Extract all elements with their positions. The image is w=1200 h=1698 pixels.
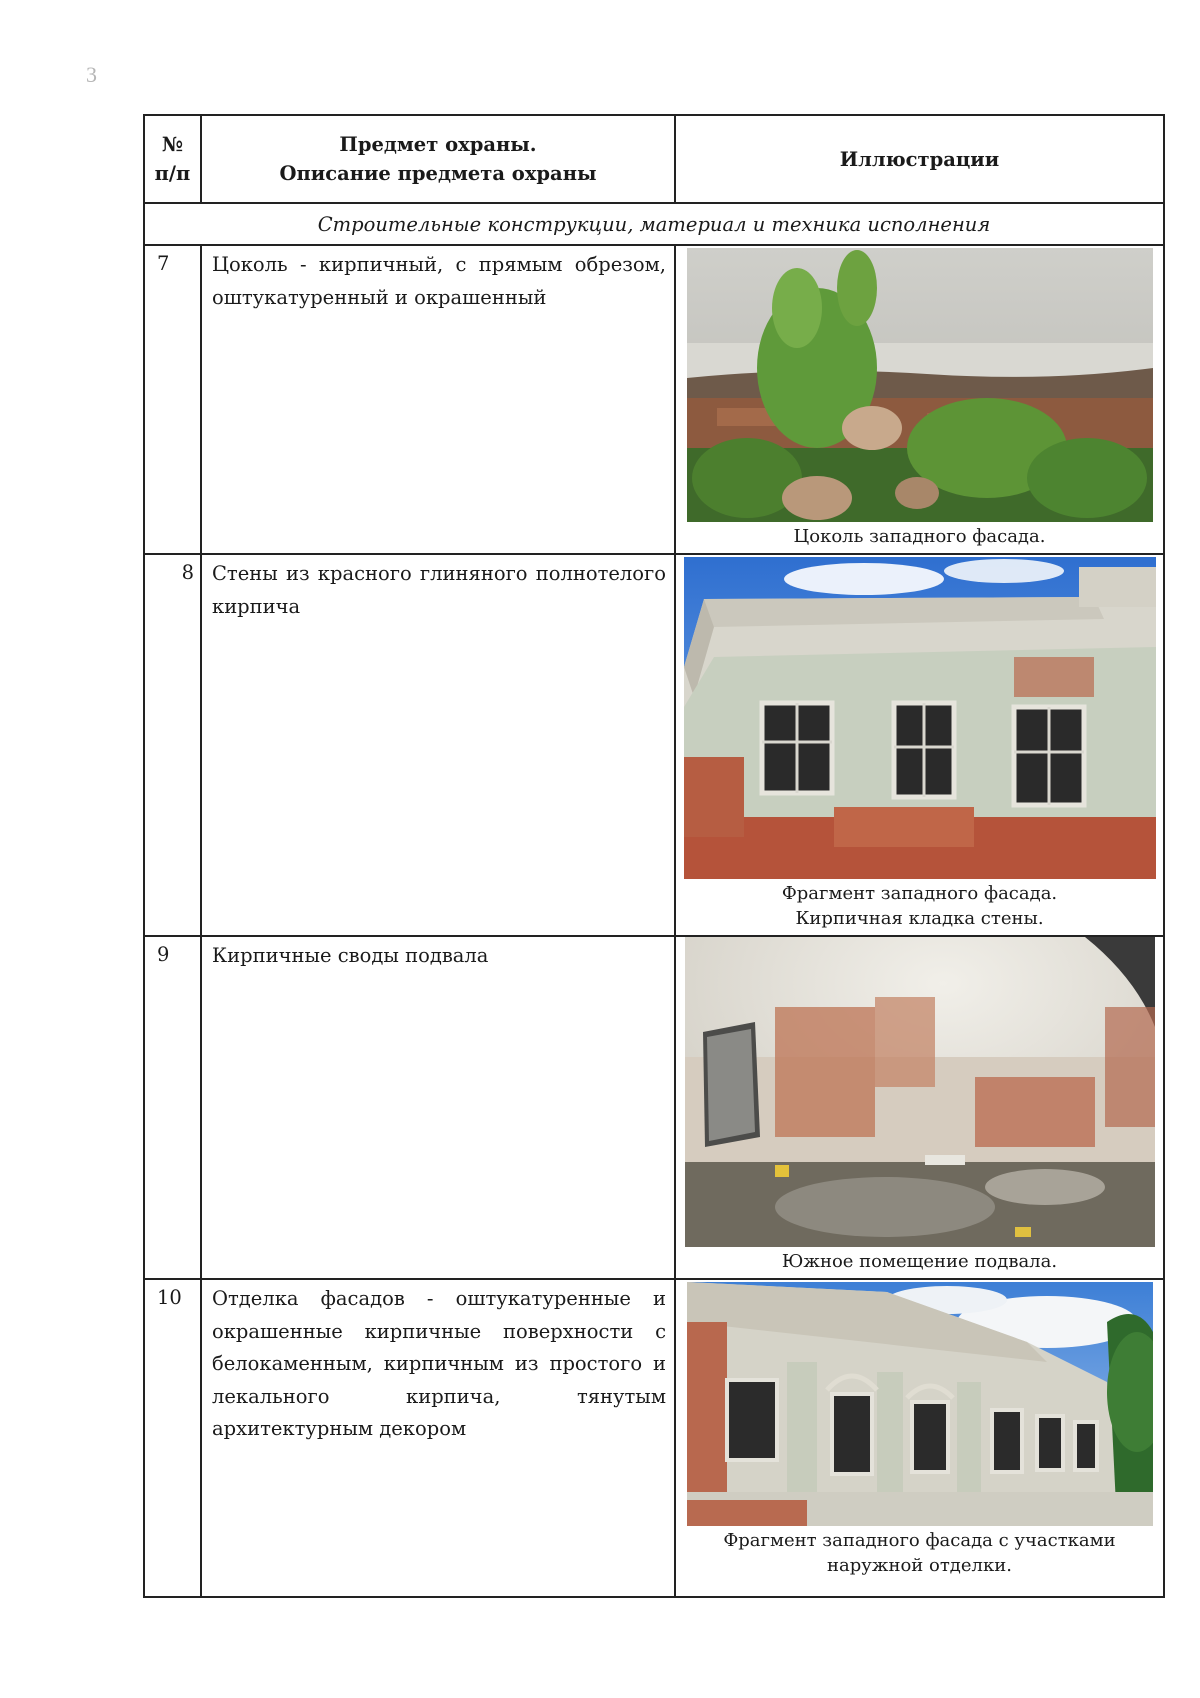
photo-caption: [676, 524, 1163, 549]
header-desc-line1: Предмет охраны.: [339, 133, 537, 156]
section-title: Строительные конструкции, материал и техника исполнения: [144, 203, 1164, 245]
row-number: 10: [144, 1279, 201, 1597]
caption-line: Фрагмент западного фасада.: [781, 883, 1058, 904]
protection-items-table: [143, 114, 1165, 1598]
row-illustration: [675, 936, 1164, 1279]
header-description: [201, 115, 675, 203]
header-num-line1: №: [161, 133, 184, 156]
row-description: Отделка фасадов - оштукатуренные и окрашенные кирпичные поверхности с белокаменным, кирпичным из простого и лекального кирпича, тянутым архитектурным декором: [201, 1279, 675, 1597]
row-illustration: [675, 245, 1164, 554]
basement-vault-photo: [685, 937, 1155, 1247]
row-description: Стены из красного глиняного полнотелого кирпича: [201, 554, 675, 936]
plinth-photo: [687, 248, 1153, 522]
row-description: Цоколь - кирпичный, с прямым обрезом, оштукатуренный и окрашенный: [201, 245, 675, 554]
page-number: 3: [86, 62, 97, 87]
table-header-row: [144, 115, 1164, 203]
caption-line: Южное помещение подвала.: [781, 1251, 1058, 1272]
photo-caption: [676, 881, 1163, 931]
caption-line: Цоколь западного фасада.: [793, 526, 1046, 547]
caption-line: Фрагмент западного фасада с участками: [723, 1530, 1116, 1551]
photo-caption: [676, 1249, 1163, 1274]
caption-line: наружной отделки.: [827, 1555, 1012, 1576]
header-desc-line2: Описание предмета охраны: [279, 162, 597, 185]
facade-windows-photo: [684, 557, 1156, 879]
table-row: [144, 245, 1164, 554]
table-row: [144, 1279, 1164, 1597]
row-number: 7: [144, 245, 201, 554]
table-row: [144, 936, 1164, 1279]
caption-line: Кирпичная кладка стены.: [795, 908, 1044, 929]
table-row: [144, 554, 1164, 936]
row-illustration: [675, 554, 1164, 936]
header-illustrations: Иллюстрации: [675, 115, 1164, 203]
header-num: [144, 115, 201, 203]
row-number: 8: [144, 554, 201, 936]
row-number: 9: [144, 936, 201, 1279]
facade-decor-photo: [687, 1282, 1153, 1526]
photo-caption: [676, 1528, 1163, 1578]
row-illustration: [675, 1279, 1164, 1597]
header-num-line2: п/п: [154, 162, 191, 185]
row-description: Кирпичные своды подвала: [201, 936, 675, 1279]
section-row: [144, 203, 1164, 245]
